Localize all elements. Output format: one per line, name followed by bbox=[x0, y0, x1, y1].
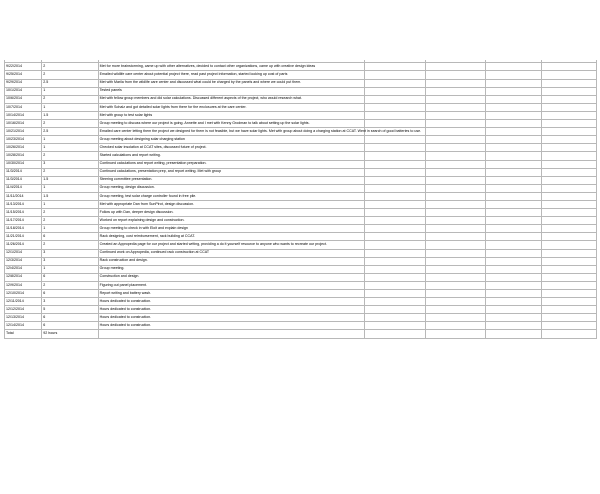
cell-e[interactable] bbox=[425, 168, 485, 176]
cell-f[interactable] bbox=[486, 192, 541, 200]
table-row[interactable] bbox=[5, 298, 597, 306]
cell-day[interactable]: 11/17/2014 bbox=[5, 217, 42, 225]
cell-d[interactable] bbox=[365, 192, 425, 200]
cell-day[interactable]: 9/25/2014 bbox=[5, 71, 42, 79]
cell-what[interactable]: Met with Sohalz and got detailed solar lights from there for the enclosures at the care center. bbox=[98, 103, 365, 111]
cell-f[interactable] bbox=[486, 233, 541, 241]
cell-d[interactable] bbox=[365, 71, 425, 79]
cell-g[interactable] bbox=[541, 225, 596, 233]
table-row[interactable] bbox=[5, 71, 597, 79]
cell-d[interactable] bbox=[365, 249, 425, 257]
cell-d[interactable] bbox=[365, 184, 425, 192]
cell-what[interactable]: Hours dedicated to construction. bbox=[98, 298, 365, 306]
cell-what[interactable]: Met for more brainstorming, came up with other alternatives, decided to contact other organizations, came up with creative design ideas bbox=[98, 63, 365, 71]
cell-what[interactable]: Met with Marila from the wildlife care center and discussed what could be charged by the panels and where we could put them. bbox=[98, 79, 365, 87]
table-row[interactable] bbox=[5, 265, 597, 273]
cell-hours[interactable]: 6 bbox=[42, 290, 98, 298]
cell-what[interactable]: Rack construction and design. bbox=[98, 257, 365, 265]
cell-what[interactable]: Continued calculations, presentation prep, and report writing. Met with group bbox=[98, 168, 365, 176]
cell-day[interactable]: 9/22/2014 bbox=[5, 63, 42, 71]
cell-e[interactable] bbox=[425, 87, 485, 95]
cell-e[interactable] bbox=[425, 306, 485, 314]
table-row[interactable] bbox=[5, 111, 597, 119]
cell-day[interactable]: 11/4/2014 bbox=[5, 184, 42, 192]
table-row[interactable] bbox=[5, 63, 597, 71]
cell-hours[interactable]: 1 bbox=[42, 103, 98, 111]
cell-what[interactable]: Continued calculations and report writing, presentation preparation. bbox=[98, 160, 365, 168]
cell-e[interactable] bbox=[425, 144, 485, 152]
cell-e[interactable] bbox=[425, 136, 485, 144]
cell-day[interactable]: 10/16/2014 bbox=[5, 120, 42, 128]
cell-what[interactable]: Created an Appropedia page for our project and started writing, providing a do it yourself resource to anyone who wants to recreate our project. bbox=[98, 241, 365, 249]
cell-e[interactable] bbox=[425, 217, 485, 225]
cell-hours[interactable]: 2 bbox=[42, 241, 98, 249]
cell-g[interactable] bbox=[541, 265, 596, 273]
cell-what[interactable]: Hours dedicated to construction. bbox=[98, 322, 365, 330]
cell-day[interactable]: 12/11/2014 bbox=[5, 298, 42, 306]
table-row[interactable] bbox=[5, 306, 597, 314]
cell-d[interactable] bbox=[365, 322, 425, 330]
cell-g[interactable] bbox=[541, 200, 596, 208]
cell-d[interactable] bbox=[365, 265, 425, 273]
cell-g[interactable] bbox=[541, 87, 596, 95]
cell-d[interactable] bbox=[365, 103, 425, 111]
cell-f[interactable] bbox=[486, 281, 541, 289]
cell-hours[interactable]: 1 bbox=[42, 87, 98, 95]
cell-day[interactable]: 12/4/2014 bbox=[5, 265, 42, 273]
cell-f[interactable] bbox=[486, 144, 541, 152]
cell-e[interactable] bbox=[425, 95, 485, 103]
table-row[interactable] bbox=[5, 160, 597, 168]
cell-e[interactable] bbox=[425, 128, 485, 136]
cell-d[interactable] bbox=[365, 87, 425, 95]
cell-f[interactable] bbox=[486, 128, 541, 136]
cell-hours[interactable]: 1 bbox=[42, 225, 98, 233]
cell-day[interactable]: 10/6/2014 bbox=[5, 95, 42, 103]
cell-d[interactable] bbox=[365, 176, 425, 184]
cell-what[interactable]: Group meeting, design discussion. bbox=[98, 184, 365, 192]
table-row[interactable] bbox=[5, 120, 597, 128]
cell-f[interactable] bbox=[486, 152, 541, 160]
top-margin bbox=[0, 30, 600, 60]
cell-e[interactable] bbox=[425, 192, 485, 200]
cell-g[interactable] bbox=[541, 306, 596, 314]
cell-hours[interactable]: 1 bbox=[42, 200, 98, 208]
cell-g[interactable] bbox=[541, 330, 596, 338]
cell-g[interactable] bbox=[541, 152, 596, 160]
cell-e[interactable] bbox=[425, 281, 485, 289]
table-row[interactable] bbox=[5, 249, 597, 257]
cell-what[interactable]: Rack designing, cost reimbursement, rack building at CCAT. bbox=[98, 233, 365, 241]
cell-hours[interactable]: 2 bbox=[42, 168, 98, 176]
cell-day[interactable]: 12/12/2014 bbox=[5, 306, 42, 314]
cell-day[interactable]: 10/28/2014 bbox=[5, 152, 42, 160]
cell-f[interactable] bbox=[486, 136, 541, 144]
cell-f[interactable] bbox=[486, 209, 541, 217]
table-row[interactable] bbox=[5, 184, 597, 192]
table-row[interactable] bbox=[5, 192, 597, 200]
cell-g[interactable] bbox=[541, 209, 596, 217]
cell-d[interactable] bbox=[365, 160, 425, 168]
cell-g[interactable] bbox=[541, 184, 596, 192]
cell-day[interactable]: 10/14/2014 bbox=[5, 111, 42, 119]
cell-e[interactable] bbox=[425, 290, 485, 298]
cell-d[interactable] bbox=[365, 233, 425, 241]
cell-f[interactable] bbox=[486, 160, 541, 168]
cell-what[interactable]: Group meeting to discuss where our project is going. Annette and I met with Kenny Grodman to talk about setting up the solar lights. bbox=[98, 120, 365, 128]
table-row[interactable] bbox=[5, 225, 597, 233]
cell-day[interactable]: 12/14/2014 bbox=[5, 322, 42, 330]
cell-hours[interactable]: 6 bbox=[42, 314, 98, 322]
cell-d[interactable] bbox=[365, 152, 425, 160]
cell-e[interactable] bbox=[425, 71, 485, 79]
cell-g[interactable] bbox=[541, 290, 596, 298]
cell-f[interactable] bbox=[486, 257, 541, 265]
cell-what[interactable]: Emailed wildlife care center about potential project there, read past project information, started looking up cost of parts bbox=[98, 71, 365, 79]
cell-what[interactable]: Worked on report explaining design and construction. bbox=[98, 217, 365, 225]
cell-what[interactable]: Tested panels bbox=[98, 87, 365, 95]
cell-d[interactable] bbox=[365, 273, 425, 281]
cell-hours[interactable]: 2 bbox=[42, 152, 98, 160]
cell-g[interactable] bbox=[541, 192, 596, 200]
cell-g[interactable] bbox=[541, 103, 596, 111]
cell-d[interactable] bbox=[365, 290, 425, 298]
cell-e[interactable] bbox=[425, 176, 485, 184]
cell-d[interactable] bbox=[365, 241, 425, 249]
cell-e[interactable] bbox=[425, 152, 485, 160]
cell-what[interactable]: Continued work on Appropedia, continued rack construction at CCAT bbox=[98, 249, 365, 257]
cell-day[interactable]: 11/3/2014 bbox=[5, 176, 42, 184]
cell-d[interactable] bbox=[365, 257, 425, 265]
cell-hours[interactable]: 6 bbox=[42, 273, 98, 281]
table-row[interactable] bbox=[5, 152, 597, 160]
cell-what[interactable]: Follow up with Dan, deeper design discussion. bbox=[98, 209, 365, 217]
table-body bbox=[5, 39, 597, 338]
cell-what[interactable]: Met with fellow group members and did solar calculations. Discussed different aspects of the project, who would research what. bbox=[98, 95, 365, 103]
cell-day[interactable]: 10/30/2014 bbox=[5, 160, 42, 168]
cell-e[interactable] bbox=[425, 200, 485, 208]
cell-d[interactable] bbox=[365, 63, 425, 71]
cell-hours[interactable]: 3 bbox=[42, 249, 98, 257]
cell-hours[interactable]: 2 bbox=[42, 120, 98, 128]
cell-what[interactable]: Figuring out panel placement. bbox=[98, 281, 365, 289]
cell-hours[interactable]: 3 bbox=[42, 257, 98, 265]
cell-day[interactable]: 10/7/2014 bbox=[5, 103, 42, 111]
cell-day[interactable]: 11/13/2014 bbox=[5, 200, 42, 208]
cell-day[interactable]: 11/15/2014 bbox=[5, 209, 42, 217]
cell-f[interactable] bbox=[486, 184, 541, 192]
cell-e[interactable] bbox=[425, 184, 485, 192]
cell-e[interactable] bbox=[425, 298, 485, 306]
cell-day[interactable]: 12/3/2014 bbox=[5, 257, 42, 265]
cell-d[interactable] bbox=[365, 217, 425, 225]
table-row[interactable] bbox=[5, 168, 597, 176]
cell-e[interactable] bbox=[425, 322, 485, 330]
cell-d[interactable] bbox=[365, 314, 425, 322]
table-row[interactable] bbox=[5, 176, 597, 184]
cell-d[interactable] bbox=[365, 225, 425, 233]
cell-g[interactable] bbox=[541, 95, 596, 103]
cell-what[interactable]: Construction and design. bbox=[98, 273, 365, 281]
cell-hours[interactable]: 6 bbox=[42, 322, 98, 330]
cell-what[interactable]: Hours dedicated to construction. bbox=[98, 314, 365, 322]
cell-day[interactable]: 11/3/2014 bbox=[5, 168, 42, 176]
cell-what[interactable]: Group meeting, test solar charge controller found in free pile. bbox=[98, 192, 365, 200]
cell-hours[interactable]: 1.5 bbox=[42, 192, 98, 200]
table-row[interactable] bbox=[5, 79, 597, 87]
cell-f[interactable] bbox=[486, 322, 541, 330]
table-row[interactable] bbox=[5, 273, 597, 281]
cell-what[interactable]: Group meeting about designing solar charging station bbox=[98, 136, 365, 144]
cell-d[interactable] bbox=[365, 79, 425, 87]
table-row[interactable] bbox=[5, 87, 597, 95]
table-row[interactable] bbox=[5, 257, 597, 265]
cell-hours[interactable]: 1.5 bbox=[42, 111, 98, 119]
cell-d[interactable] bbox=[365, 144, 425, 152]
cell-d[interactable] bbox=[365, 120, 425, 128]
cell-f[interactable] bbox=[486, 225, 541, 233]
cell-f[interactable] bbox=[486, 87, 541, 95]
cell-hours[interactable]: 1 bbox=[42, 136, 98, 144]
cell-e[interactable] bbox=[425, 314, 485, 322]
cell-day[interactable]: 9/29/2014 bbox=[5, 79, 42, 87]
table-row[interactable] bbox=[5, 136, 597, 144]
cell-what[interactable]: Group meeting to check in with Eloit and explain design bbox=[98, 225, 365, 233]
cell-what[interactable]: Emailed care center letting them the project we designed for them is not feasible, but we have solar lights. Met with group about doing a charging station at CCAT. Went in search of good batteries to use. bbox=[98, 128, 365, 136]
cell-what[interactable]: Checked solar insolation at CCAT sites, discussed future of project. bbox=[98, 144, 365, 152]
cell-e[interactable] bbox=[425, 120, 485, 128]
cell-e[interactable] bbox=[425, 273, 485, 281]
cell-e[interactable] bbox=[425, 257, 485, 265]
cell-g[interactable] bbox=[541, 298, 596, 306]
cell-g[interactable] bbox=[541, 136, 596, 144]
cell-f[interactable] bbox=[486, 168, 541, 176]
cell-what[interactable]: Met with appropriate Dan from SunPirot, design discussion. bbox=[98, 200, 365, 208]
cell-d[interactable] bbox=[365, 136, 425, 144]
cell-what[interactable]: Met with group to test solar lights bbox=[98, 111, 365, 119]
cell-d[interactable] bbox=[365, 306, 425, 314]
cell-g[interactable] bbox=[541, 176, 596, 184]
cell-g[interactable] bbox=[541, 79, 596, 87]
cell-hours[interactable]: 2 bbox=[42, 209, 98, 217]
cell-g[interactable] bbox=[541, 314, 596, 322]
cell-what[interactable]: Started calculations and report writing. bbox=[98, 152, 365, 160]
cell-hours[interactable]: 2.5 bbox=[42, 79, 98, 87]
cell-day[interactable]: 11/26/2014 bbox=[5, 241, 42, 249]
cell-day[interactable]: 11/18/2014 bbox=[5, 225, 42, 233]
cell-e[interactable] bbox=[425, 111, 485, 119]
cell-f[interactable] bbox=[486, 71, 541, 79]
cell-d[interactable] bbox=[365, 330, 425, 338]
cell-g[interactable] bbox=[541, 257, 596, 265]
table-row[interactable] bbox=[5, 128, 597, 136]
cell-e[interactable] bbox=[425, 241, 485, 249]
cell-day[interactable]: 12/1/2014 bbox=[5, 249, 42, 257]
cell-f[interactable] bbox=[486, 273, 541, 281]
cell-day[interactable]: 10/23/2014 bbox=[5, 136, 42, 144]
cell-what[interactable]: Group meeting. bbox=[98, 265, 365, 273]
cell-d[interactable] bbox=[365, 281, 425, 289]
cell-g[interactable] bbox=[541, 128, 596, 136]
cell-d[interactable] bbox=[365, 168, 425, 176]
cell-g[interactable] bbox=[541, 120, 596, 128]
cell-g[interactable] bbox=[541, 63, 596, 71]
table-row[interactable] bbox=[5, 322, 597, 330]
cell-day[interactable]: 11/11/2014 bbox=[5, 192, 42, 200]
cell-day[interactable]: 12/13/2014 bbox=[5, 314, 42, 322]
cell-what[interactable]: Steering committee presentation. bbox=[98, 176, 365, 184]
cell-f[interactable] bbox=[486, 306, 541, 314]
cell-d[interactable] bbox=[365, 209, 425, 217]
cell-hours[interactable]: 1 bbox=[42, 144, 98, 152]
cell-e[interactable] bbox=[425, 233, 485, 241]
cell-hours[interactable]: 2 bbox=[42, 95, 98, 103]
table-row[interactable] bbox=[5, 314, 597, 322]
table-row[interactable] bbox=[5, 103, 597, 111]
cell-f[interactable] bbox=[486, 298, 541, 306]
cell-g[interactable] bbox=[541, 144, 596, 152]
cell-f[interactable] bbox=[486, 314, 541, 322]
cell-day[interactable]: 10/1/2014 bbox=[5, 87, 42, 95]
cell-day[interactable]: 12/8/2014 bbox=[5, 273, 42, 281]
cell-f[interactable] bbox=[486, 79, 541, 87]
cell-hours[interactable]: 1.5 bbox=[42, 176, 98, 184]
cell-d[interactable] bbox=[365, 111, 425, 119]
cell-hours[interactable]: 2.5 bbox=[42, 128, 98, 136]
cell-hours[interactable]: 1 bbox=[42, 265, 98, 273]
cell-what[interactable] bbox=[98, 330, 365, 338]
cell-day[interactable]: 10/26/2014 bbox=[5, 144, 42, 152]
cell-hours[interactable]: 2 bbox=[42, 281, 98, 289]
table-row[interactable] bbox=[5, 281, 597, 289]
cell-day[interactable]: 11/21/2014 bbox=[5, 233, 42, 241]
table-row[interactable] bbox=[5, 200, 597, 208]
cell-g[interactable] bbox=[541, 160, 596, 168]
cell-d[interactable] bbox=[365, 95, 425, 103]
cell-what[interactable]: Hours dedicated to construction. bbox=[98, 306, 365, 314]
cell-hours[interactable]: 2 bbox=[42, 71, 98, 79]
cell-g[interactable] bbox=[541, 322, 596, 330]
cell-d[interactable] bbox=[365, 200, 425, 208]
cell-f[interactable] bbox=[486, 103, 541, 111]
cell-f[interactable] bbox=[486, 241, 541, 249]
cell-f[interactable] bbox=[486, 330, 541, 338]
cell-day[interactable]: 12/10/2014 bbox=[5, 290, 42, 298]
cell-e[interactable] bbox=[425, 249, 485, 257]
table-row[interactable] bbox=[5, 217, 597, 225]
cell-hours[interactable]: 2 bbox=[42, 217, 98, 225]
cell-hours[interactable]: 5 bbox=[42, 306, 98, 314]
cell-e[interactable] bbox=[425, 103, 485, 111]
cell-g[interactable] bbox=[541, 249, 596, 257]
cell-hours[interactable]: 2 bbox=[42, 63, 98, 71]
cell-f[interactable] bbox=[486, 290, 541, 298]
cell-day[interactable]: 10/21/2014 bbox=[5, 128, 42, 136]
cell-f[interactable] bbox=[486, 63, 541, 71]
table-row[interactable] bbox=[5, 95, 597, 103]
cell-g[interactable] bbox=[541, 281, 596, 289]
cell-f[interactable] bbox=[486, 111, 541, 119]
cell-g[interactable] bbox=[541, 217, 596, 225]
cell-g[interactable] bbox=[541, 168, 596, 176]
cell-day[interactable]: 12/9/2014 bbox=[5, 281, 42, 289]
table-row[interactable] bbox=[5, 241, 597, 249]
cell-e[interactable] bbox=[425, 79, 485, 87]
cell-hours[interactable]: 3 bbox=[42, 160, 98, 168]
spreadsheet-canvas bbox=[0, 30, 600, 494]
cell-hours[interactable]: 6 bbox=[42, 233, 98, 241]
cell-e[interactable] bbox=[425, 330, 485, 338]
timesheet-table bbox=[4, 30, 597, 339]
total-value: 92 hours bbox=[42, 330, 98, 338]
cell-f[interactable] bbox=[486, 120, 541, 128]
cell-e[interactable] bbox=[425, 265, 485, 273]
cell-what[interactable]: Report writing and battery wash. bbox=[98, 290, 365, 298]
cell-e[interactable] bbox=[425, 63, 485, 71]
cell-e[interactable] bbox=[425, 209, 485, 217]
cell-f[interactable] bbox=[486, 176, 541, 184]
total-row[interactable] bbox=[5, 330, 597, 338]
cell-f[interactable] bbox=[486, 200, 541, 208]
table-row[interactable] bbox=[5, 209, 597, 217]
cell-e[interactable] bbox=[425, 160, 485, 168]
cell-hours[interactable]: 3 bbox=[42, 298, 98, 306]
cell-g[interactable] bbox=[541, 111, 596, 119]
table-row[interactable] bbox=[5, 290, 597, 298]
table-row[interactable] bbox=[5, 144, 597, 152]
cell-hours[interactable]: 1 bbox=[42, 184, 98, 192]
cell-g[interactable] bbox=[541, 241, 596, 249]
cell-g[interactable] bbox=[541, 233, 596, 241]
cell-f[interactable] bbox=[486, 95, 541, 103]
cell-f[interactable] bbox=[486, 249, 541, 257]
cell-f[interactable] bbox=[486, 265, 541, 273]
cell-d[interactable] bbox=[365, 298, 425, 306]
cell-g[interactable] bbox=[541, 71, 596, 79]
cell-f[interactable] bbox=[486, 217, 541, 225]
total-label: Total bbox=[5, 330, 42, 338]
cell-e[interactable] bbox=[425, 225, 485, 233]
cell-g[interactable] bbox=[541, 273, 596, 281]
table-row[interactable] bbox=[5, 233, 597, 241]
